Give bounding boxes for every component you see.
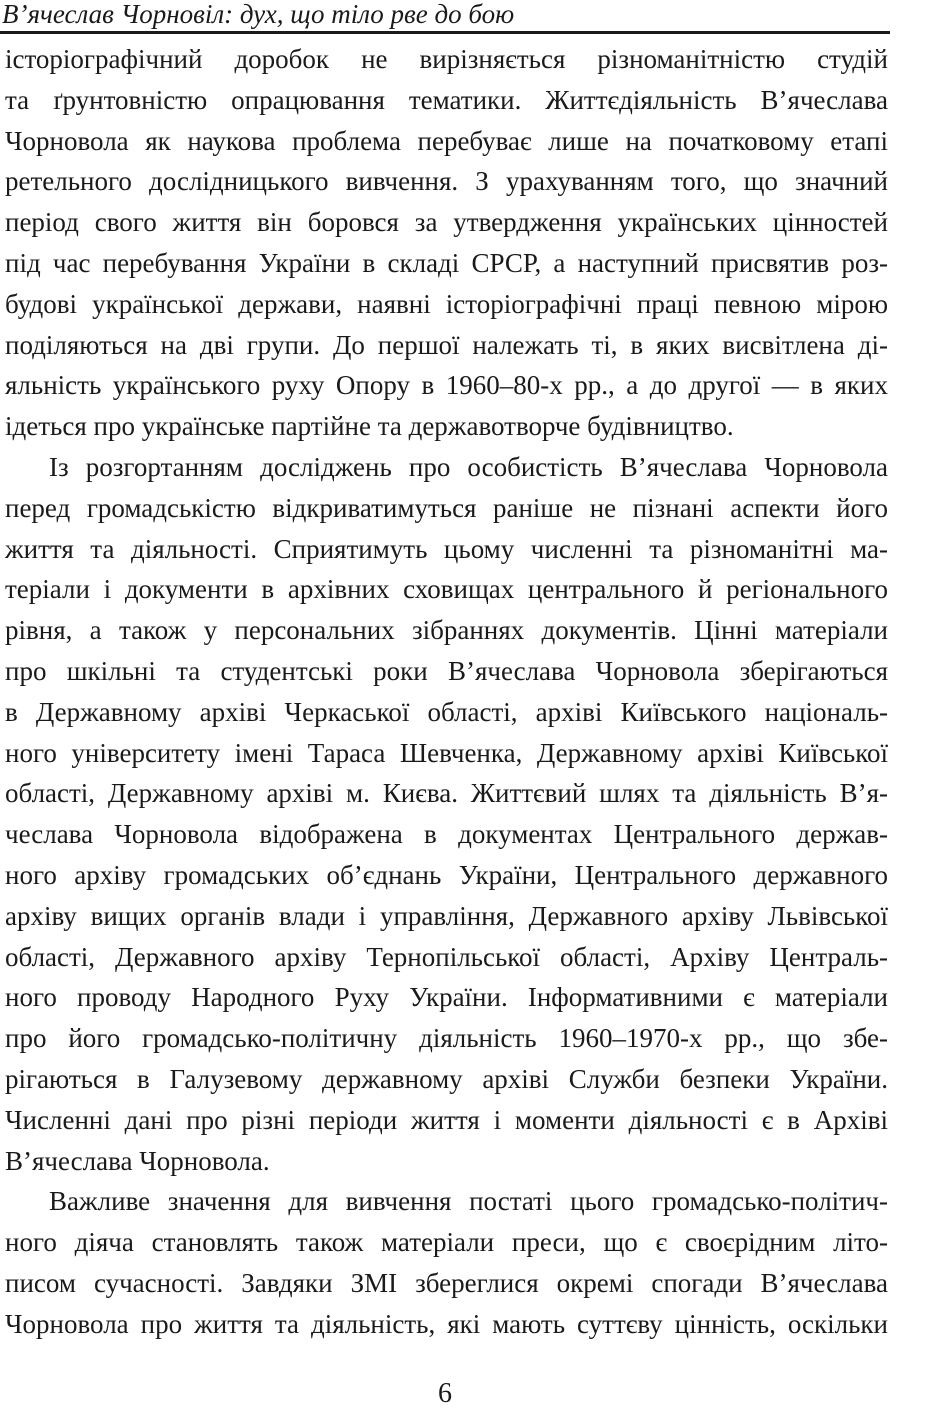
text-line: про його громадсько-політичну діяльність 1960–1970-х рр., що збе-	[5, 1023, 888, 1054]
text-line: Чорновола про життя та діяльність, які мають суттєву цінність, оскільки	[5, 1308, 888, 1339]
text-line: життя та діяльності. Сприятимуть цьому численні та різноманітні ма-	[5, 533, 888, 564]
text-line: області, Державного архіву Тернопільської області, Архіву Централь-	[5, 941, 888, 972]
text-line: ного архіву громадських об’єднань України, Центрального державного	[5, 859, 888, 890]
text-line: в Державному архіві Черкаської області, архіві Київського національ-	[5, 696, 888, 727]
text-line: ретельного дослідницького вивчення. З урахуванням того, що значний	[5, 166, 888, 197]
body-text	[5, 39, 888, 1345]
page-number: 6	[438, 1378, 452, 1409]
text-line: поділяються на дві групи. До першої належать ті, в яких висвітлена ді-	[5, 329, 888, 360]
text-line: перед громадськістю відкриватимуться раніше не пізнані аспекти його	[5, 492, 888, 523]
text-line: В’ячеслава Чорновола.	[5, 1145, 270, 1176]
text-line: рігаються в Галузевому державному архіві Служби безпеки України.	[5, 1063, 888, 1094]
text-line: Чорновола як наукова проблема перебуває лише на початковому етапі	[5, 125, 888, 156]
text-line: архіву вищих органів влади і управління, Державного архіву Львівської	[5, 900, 888, 931]
text-line: та ґрунтовністю опрацювання тематики. Життєдіяльність В’ячеслава	[5, 84, 888, 115]
header-rule	[0, 31, 890, 34]
text-line: ного проводу Народного Руху України. Інформативними є матеріали	[5, 982, 888, 1013]
text-line: Численні дані про різні періоди життя і моменти діяльності є в Архіві	[5, 1104, 888, 1135]
text-line: рівня, а також у персональних зібраннях документів. Цінні матеріали	[5, 615, 888, 646]
text-line: будові української держави, наявні історіографічні праці певною мірою	[5, 288, 888, 319]
text-line: про шкільні та студентські роки В’ячеслава Чорновола зберігаються	[5, 655, 888, 686]
text-line: ного університету імені Тараса Шевченка, Державному архіві Київської	[5, 737, 888, 768]
text-line: ідеться про українське партійне та державотворче будівництво.	[5, 411, 734, 442]
running-header: В’ячеслав Чорновіл: дух, що тіло рве до бою	[2, 0, 515, 29]
text-line: ного діяча становлять також матеріали преси, що є своєрідним літо-	[5, 1227, 888, 1258]
text-line: Із розгортанням досліджень про особистість В’ячеслава Чорновола	[49, 451, 888, 482]
text-line: області, Державному архіві м. Києва. Життєвий шлях та діяльність В’я-	[5, 778, 888, 809]
text-line: під час перебування України в складі СРСР, а наступний присвятив роз-	[5, 247, 888, 278]
text-line: чеслава Чорновола відображена в документах Центрального держав-	[5, 819, 888, 850]
text-line: історіографічний доробок не вирізняється різноманітністю студій	[5, 44, 888, 74]
text-line: період свого життя він боровся за утвердження українських цінностей	[5, 207, 888, 238]
text-line: теріали і документи в архівних сховищах центрального й регіонального	[5, 574, 888, 605]
text-line: Важливе значення для вивчення постаті цього громадсько-політич-	[49, 1186, 888, 1217]
text-line: писом сучасності. Завдяки ЗМІ збереглися окремі спогади В’ячеслава	[5, 1267, 888, 1298]
text-line: яльність українського руху Опору в 1960–80-х рр., а до другої — в яких	[5, 370, 888, 401]
